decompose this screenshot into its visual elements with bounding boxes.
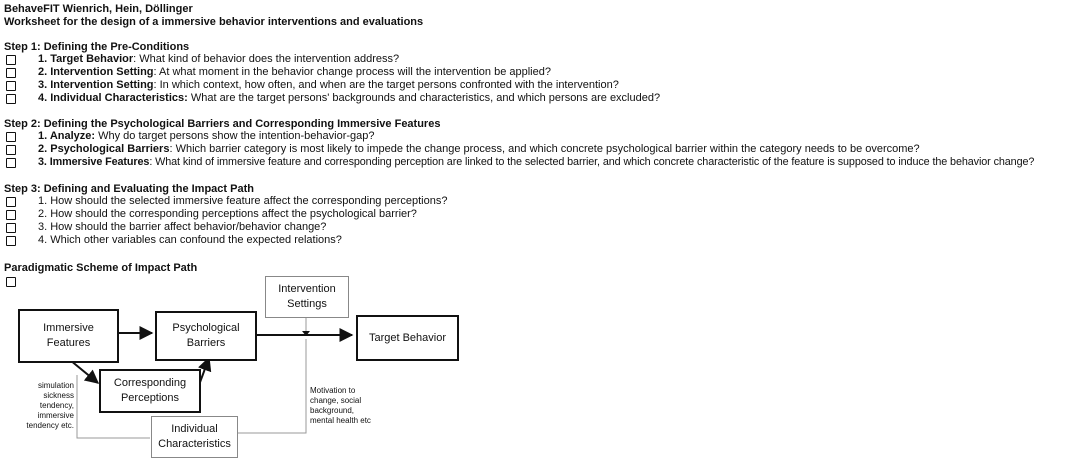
step1-heading: Step 1: Defining the Pre-Conditions [4, 41, 190, 53]
step2-item1: 1. Analyze: Why do target persons show the intention-behavior-gap? [38, 130, 375, 142]
step1-item3: 3. Intervention Setting: In which context, how often, and when are the target persons confronted with the intervention? [38, 79, 619, 91]
psychological-barriers-box: Psychological Barriers [155, 311, 257, 361]
intervention-settings-box: Intervention Settings [265, 276, 349, 318]
immersive-features-box: Immersive Features [18, 309, 119, 363]
step2-item3: 3. Immersive Features: What kind of immersive feature and corresponding perception are linked to the selected barrier, and which concrete characteristic of the feature is supposed to induce the behavior change? [38, 156, 1035, 168]
step1-item2: 2. Intervention Setting: At what moment in the behavior change process will the intervention be applied? [38, 66, 551, 78]
note-individual-left: simulation sickness tendency, immersive tendency etc. [26, 381, 74, 430]
target-behavior-box: Target Behavior [356, 315, 459, 361]
step3-item4: 4. Which other variables can confound the expected relations? [38, 234, 342, 246]
worksheet-subtitle: Worksheet for the design of a immersive behavior interventions and evaluations [4, 16, 424, 28]
step2-item2: 2. Psychological Barriers: Which barrier category is most likely to impede the change process, and which concrete psychological barrier within the category needs to be overcome? [38, 143, 920, 155]
worksheet-title: BehaveFIT Wienrich, Hein, Döllinger [4, 3, 193, 15]
step1-item1: 1. Target Behavior: What kind of behavior does the intervention address? [38, 53, 400, 65]
step1-item4: 4. Individual Characteristics: What are the target persons' backgrounds and characteristics, and which persons are excluded? [38, 92, 661, 104]
arrow-features-to-perceptions [70, 360, 98, 383]
individual-characteristics-box: Individual Characteristics [151, 416, 238, 458]
corresponding-perceptions-box: Corresponding Perceptions [99, 369, 201, 413]
step3-item3: 3. How should the barrier affect behavior/behavior change? [38, 221, 327, 233]
scheme-heading: Paradigmatic Scheme of Impact Path [4, 262, 198, 274]
step3-heading: Step 3: Defining and Evaluating the Impact Path [4, 183, 254, 195]
step3-item1: 1. How should the selected immersive feature affect the corresponding perceptions? [38, 195, 448, 207]
step3-item2: 2. How should the corresponding perceptions affect the psychological barrier? [38, 208, 417, 220]
note-individual-right: Motivation to change, social background, mental health etc [310, 386, 371, 425]
step2-heading: Step 2: Defining the Psychological Barriers and Corresponding Immersive Features [4, 118, 441, 130]
